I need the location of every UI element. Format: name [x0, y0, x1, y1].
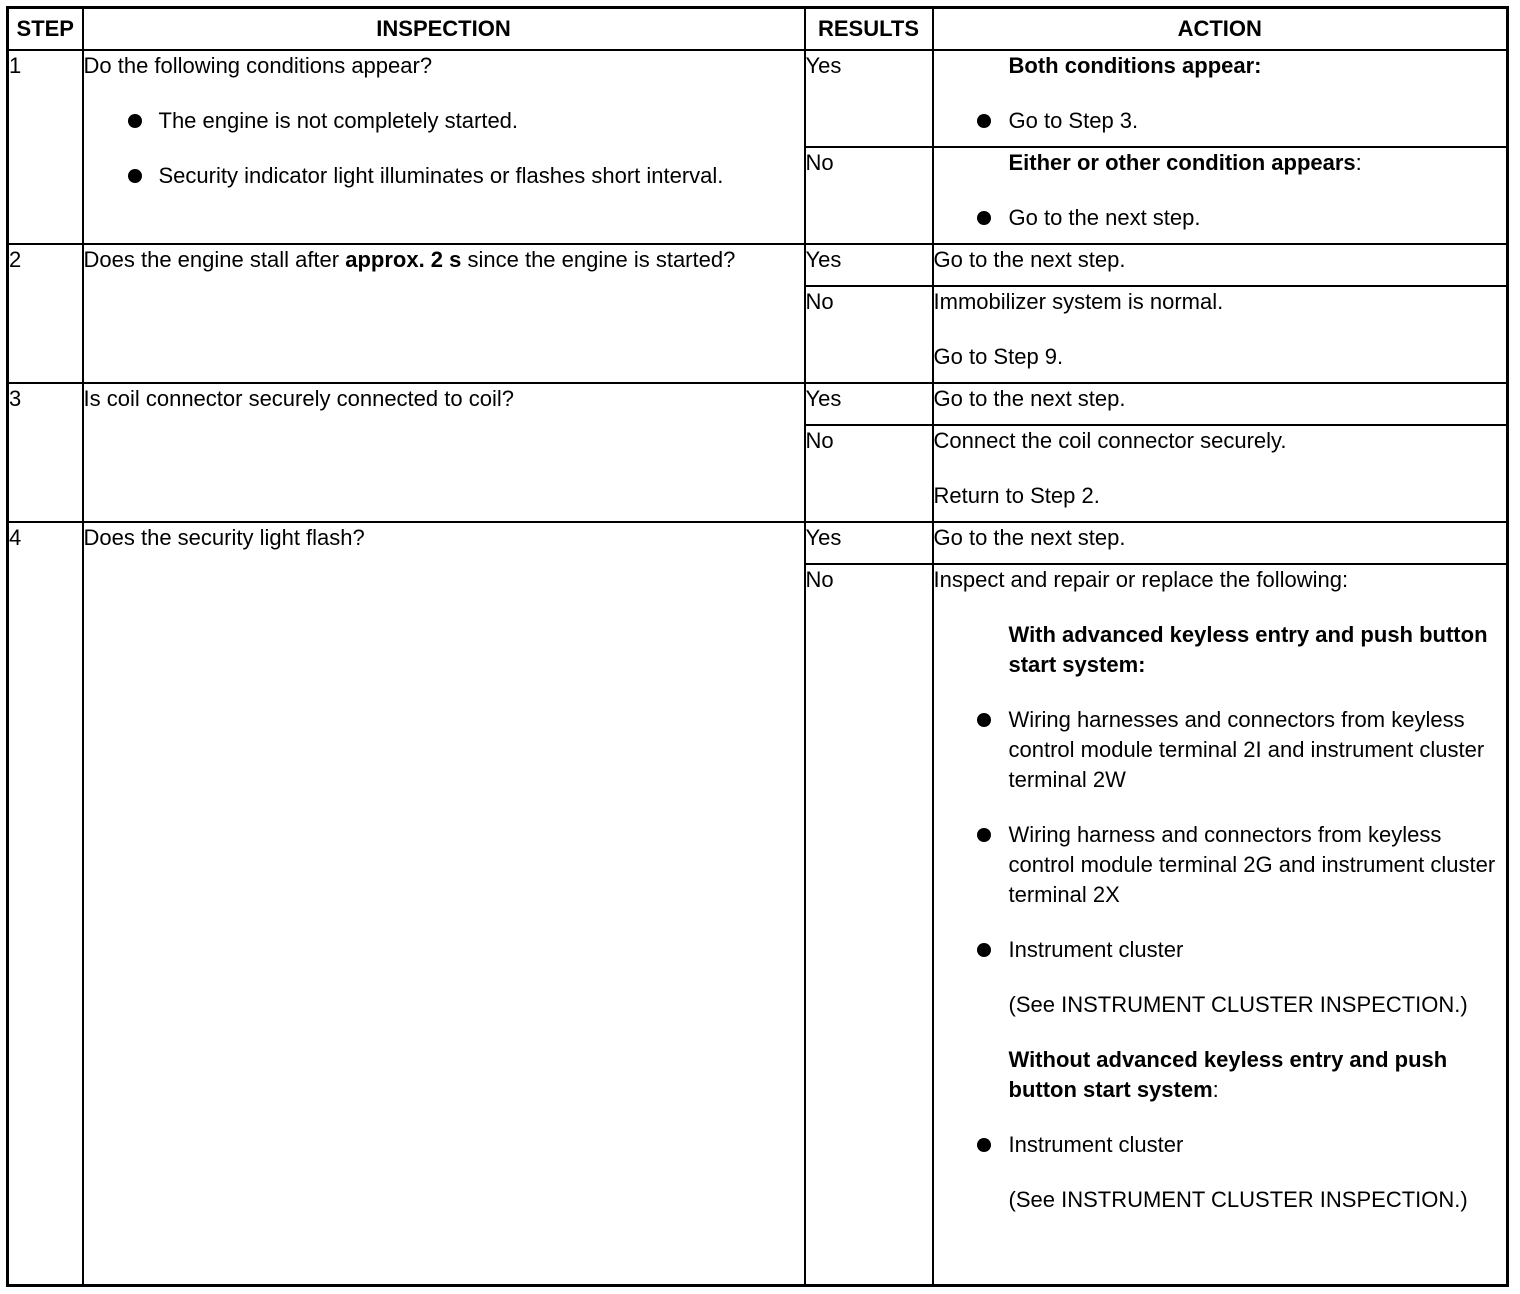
inspection-cell: [83, 50, 805, 244]
list-item: Instrument cluster: [934, 1130, 1507, 1160]
list-item: Wiring harnesses and connectors from keyless control module terminal 2I and instrument cluster terminal 2W: [934, 705, 1507, 795]
action-text: Go to the next step.: [933, 525, 1126, 550]
list-item: Go to the next step.: [934, 203, 1507, 233]
action-cell: [933, 522, 1508, 564]
step-number: 1: [8, 50, 83, 244]
header-step: STEP: [8, 8, 83, 51]
result-cell: Yes: [805, 522, 933, 564]
step-number: 3: [8, 383, 83, 522]
bullet-icon: [977, 211, 991, 225]
action-text: Return to Step 2.: [933, 483, 1100, 508]
table-row: [8, 383, 1508, 425]
table-row: [8, 50, 1508, 147]
bullet-icon: [128, 114, 142, 128]
reference-note: (See INSTRUMENT CLUSTER INSPECTION.): [1008, 1187, 1468, 1212]
bullet-icon: [977, 1138, 991, 1152]
table-row: [8, 244, 1508, 286]
result-cell: No: [805, 286, 933, 383]
inspection-question: Do the following conditions appear?: [83, 53, 433, 78]
header-action: ACTION: [933, 8, 1508, 51]
action-heading-with-keyless: With advanced keyless entry and push button start system:: [1008, 622, 1488, 677]
bullet-icon: [977, 943, 991, 957]
action-heading-without-keyless: Without advanced keyless entry and push button start system:: [1008, 1047, 1448, 1102]
step-number: 4: [8, 522, 83, 1286]
action-text: Immobilizer system is normal.: [933, 289, 1224, 314]
bullet-icon: [977, 713, 991, 727]
action-text: Go to Step 9.: [933, 344, 1064, 369]
result-cell: No: [805, 425, 933, 522]
inspection-bullet-list: [84, 106, 804, 191]
action-bullet-list: [934, 1130, 1507, 1160]
table-header-row: [8, 8, 1508, 51]
action-cell: [933, 147, 1508, 244]
inspection-cell: [83, 383, 805, 522]
bullet-icon: [977, 114, 991, 128]
list-item: Go to Step 3.: [934, 106, 1507, 136]
result-cell: No: [805, 564, 933, 1286]
action-cell: [933, 383, 1508, 425]
action-cell: [933, 425, 1508, 522]
list-item: Wiring harness and connectors from keyless control module terminal 2G and instrument cluster terminal 2X: [934, 820, 1507, 910]
result-cell: Yes: [805, 244, 933, 286]
action-bullet-list: [934, 203, 1507, 233]
list-item: Security indicator light illuminates or flashes short interval.: [84, 161, 804, 191]
action-text: Go to the next step.: [933, 247, 1126, 272]
action-cell: [933, 244, 1508, 286]
diagnostic-procedure-table: [6, 6, 1509, 1287]
action-cell: [933, 564, 1508, 1286]
result-cell: No: [805, 147, 933, 244]
inspection-question: Is coil connector securely connected to coil?: [83, 386, 514, 411]
action-text: Connect the coil connector securely.: [933, 428, 1287, 453]
inspection-question: Does the engine stall after approx. 2 s since the engine is started?: [83, 247, 736, 272]
action-bullet-list: [934, 106, 1507, 136]
bullet-icon: [128, 169, 142, 183]
header-inspection: INSPECTION: [83, 8, 805, 51]
action-heading: Either or other condition appears:: [1008, 150, 1362, 175]
list-item: The engine is not completely started.: [84, 106, 804, 136]
header-results: RESULTS: [805, 8, 933, 51]
diagnostic-table-container: [6, 6, 1506, 1287]
reference-note: (See INSTRUMENT CLUSTER INSPECTION.): [1008, 992, 1468, 1017]
step-number: 2: [8, 244, 83, 383]
bullet-icon: [977, 828, 991, 842]
table-row: [8, 522, 1508, 564]
action-intro: Inspect and repair or replace the following:: [933, 567, 1349, 592]
inspection-cell: [83, 244, 805, 383]
inspection-question: Does the security light flash?: [83, 525, 365, 550]
inspection-cell: [83, 522, 805, 1286]
result-cell: Yes: [805, 383, 933, 425]
result-cell: Yes: [805, 50, 933, 147]
action-cell: [933, 286, 1508, 383]
action-bullet-list: [934, 705, 1507, 965]
action-heading: Both conditions appear:: [1008, 53, 1262, 78]
list-item: Instrument cluster: [934, 935, 1507, 965]
action-text: Go to the next step.: [933, 386, 1126, 411]
action-cell: [933, 50, 1508, 147]
